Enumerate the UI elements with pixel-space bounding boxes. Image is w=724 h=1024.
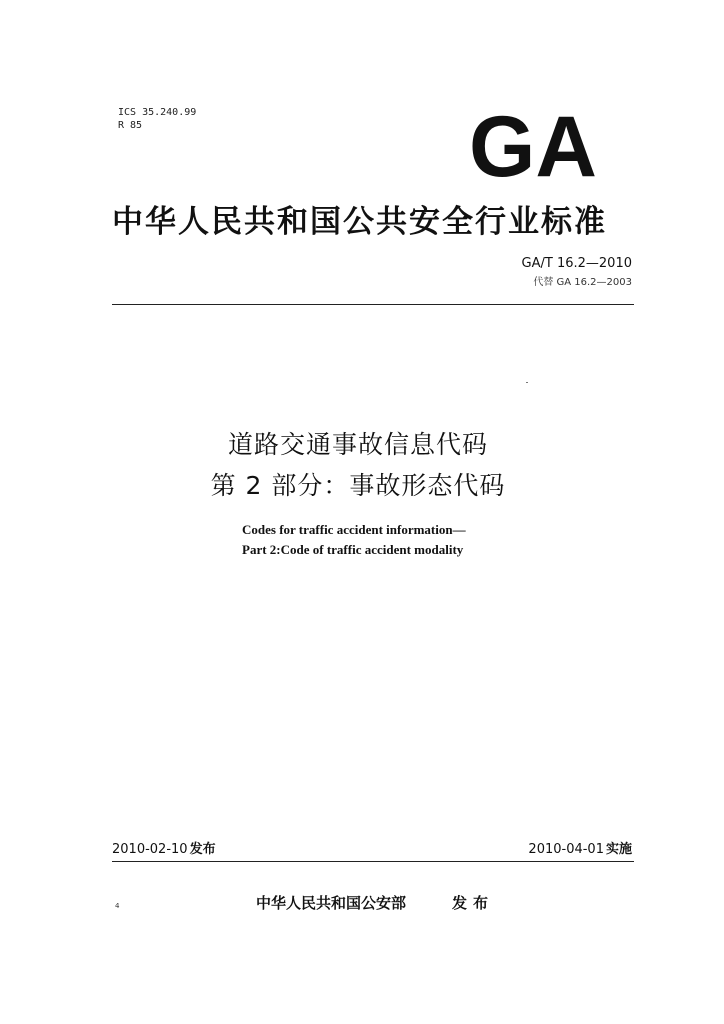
english-title-line-1: Codes for traffic accident information—	[242, 522, 466, 537]
standard-category-title: 中华人民共和国公共安全行业标准	[112, 204, 607, 240]
implement-date-label: 实施	[605, 842, 632, 857]
issue-action: 发布	[452, 894, 495, 912]
chinese-title-line-2: 第 2 部分：事故形态代码	[210, 471, 506, 500]
marginal-mark: 4	[115, 902, 120, 910]
logo-text: GA	[469, 104, 597, 184]
ga-standard-logo-icon	[468, 104, 598, 184]
chinese-title-line-1: 道路交通事故信息代码	[227, 430, 488, 459]
publish-date-label: 发布	[189, 842, 216, 857]
issuing-authority: 中华人民共和国公安部	[256, 894, 407, 912]
scan-speck	[526, 382, 528, 383]
standard-number: GA/T 16.2—2010	[521, 256, 632, 271]
implement-date-value: 2010-04-01	[528, 842, 604, 857]
ccs-code: R 85	[118, 120, 143, 131]
bottom-divider	[112, 861, 634, 862]
implement-date	[528, 838, 632, 857]
top-divider	[112, 304, 634, 305]
publish-date	[112, 838, 216, 857]
classification-codes	[118, 106, 196, 132]
replaces-standard: 代替 GA 16.2—2003	[533, 277, 632, 288]
publish-date-value: 2010-02-10	[112, 842, 188, 857]
english-title-line-2: Part 2:Code of traffic accident modality	[242, 542, 464, 557]
ics-code: ICS 35.240.99	[118, 107, 197, 118]
